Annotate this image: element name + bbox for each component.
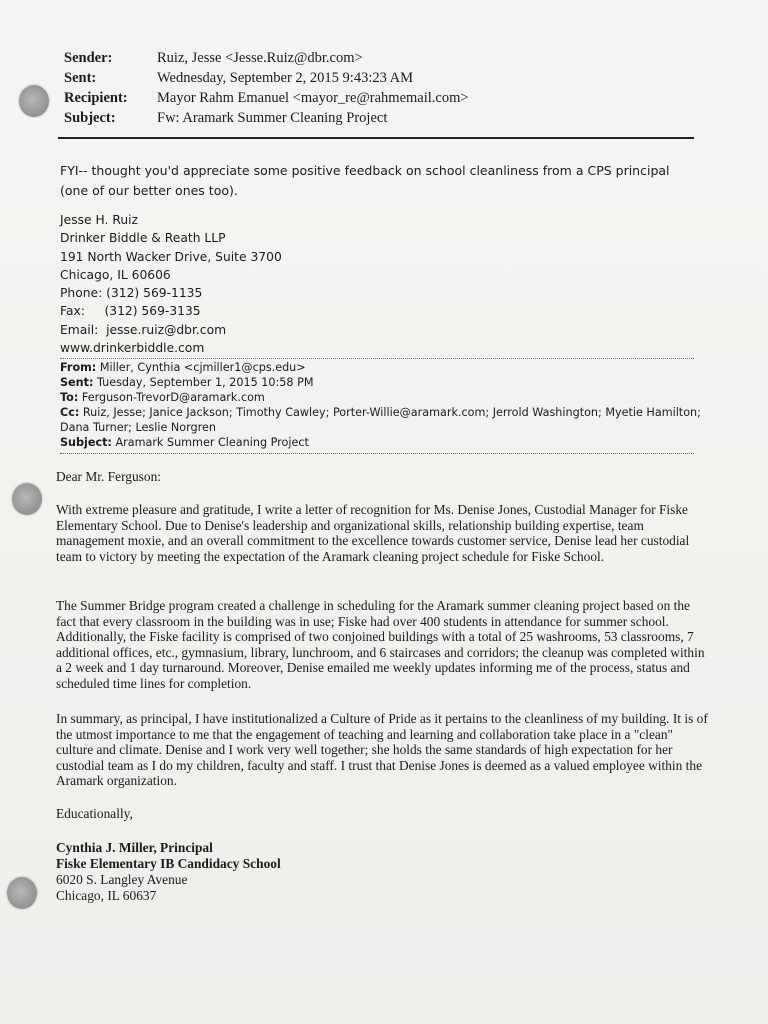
- school-address-line2: Chicago, IL 60637: [56, 888, 157, 903]
- paragraph-1-text: With extreme pleasure and gratitude, I write a letter of recognition for Ms. Denise Jones, Custodial Manager for Fiske Elementary School. Due to Denise's leadership and organizational skills, relationship building expertise, team management moxie, and an overall commitment to the excellence towards customer service, Denise lead her custodial team to victory by meeting the expectation of the Aramark cleaning project schedule for Fiske School.: [56, 502, 690, 564]
- sender-label: Sender:: [64, 50, 113, 66]
- sender-signature: [60, 211, 282, 357]
- sender-value: Ruiz, Jesse <Jesse.Ruiz@dbr.com>: [157, 50, 363, 66]
- forwarded-header: [60, 361, 710, 450]
- signature-fax: Fax: (312) 569-3135: [60, 304, 201, 319]
- signature-address-line2: Chicago, IL 60606: [60, 267, 171, 282]
- fwd-from-label: From:: [60, 361, 97, 374]
- paragraph-3-text: In summary, as principal, I have institutionalized a Culture of Pride as it pertains to the cleanliness of my building. It is of the utmost importance to me that the engagement of teaching and learning and collaboration take place in a "clean" culture and climate. Denise and I work very well together; she holds the same standards of high expectation for her custodial team as I do my children, faculty and staff. I trust that Denise Jones is deemed as a valued employee within the Aramark organization.: [56, 711, 708, 789]
- signature-name: Jesse H. Ruiz: [60, 213, 138, 227]
- signature-address-line1: 191 North Wacker Drive, Suite 3700: [60, 249, 282, 264]
- subject-label: Subject:: [64, 110, 116, 126]
- principal-name: Cynthia J. Miller, Principal: [56, 840, 213, 855]
- principal-school: Fiske Elementary IB Candidacy School: [56, 856, 281, 871]
- signature-email: Email: jesse.ruiz@dbr.com: [60, 322, 227, 337]
- email-header: [64, 50, 704, 130]
- principal-signature: [56, 840, 281, 904]
- recipient-value: Mayor Rahm Emanuel <mayor_re@rahmemail.com>: [157, 90, 469, 106]
- punch-hole-middle: [12, 483, 42, 515]
- fyi-message: FYI-- thought you'd appreciate some positive feedback on school cleanliness from a CPS principal (one of our better ones too).: [60, 163, 670, 198]
- signature-phone: Phone: (312) 569-1135: [60, 286, 203, 301]
- letter-paragraph-2: [56, 598, 712, 692]
- punch-hole-top: [19, 85, 49, 117]
- fwd-to-label: To:: [60, 390, 79, 404]
- letter-closing: [56, 806, 133, 822]
- fwd-from-value: Miller, Cynthia <cjmiller1@cps.edu>: [99, 361, 306, 374]
- fwd-subject-label: Subject:: [60, 435, 112, 449]
- signature-firm: Drinker Biddle & Reath LLP: [60, 231, 226, 246]
- letter-paragraph-1: [56, 502, 712, 564]
- fwd-sent-value: Tuesday, September 1, 2015 10:58 PM: [97, 375, 314, 389]
- forward-divider-top: [60, 358, 694, 359]
- signature-website: www.drinkerbiddle.com: [60, 341, 205, 356]
- header-divider: [58, 137, 694, 139]
- fwd-sent-label: Sent:: [60, 375, 94, 389]
- subject-value: Fw: Aramark Summer Cleaning Project: [157, 110, 388, 126]
- sent-label: Sent:: [64, 70, 97, 86]
- salutation-text: Dear Mr. Ferguson:: [56, 469, 162, 484]
- sent-value: Wednesday, September 2, 2015 9:43:23 AM: [157, 70, 414, 86]
- school-address-line1: 6020 S. Langley Avenue: [56, 872, 188, 887]
- closing-text: Educationally,: [56, 806, 133, 821]
- forward-divider-bottom: [60, 453, 694, 454]
- fwd-cc-label: Cc:: [60, 405, 80, 419]
- letter-paragraph-3: [56, 711, 712, 789]
- punch-hole-bottom: [7, 877, 37, 909]
- paragraph-2-text: The Summer Bridge program created a challenge in scheduling for the Aramark summer cleaning project based on the fact that every classroom in the building was in use; Fiske had over 400 students in attendance for summer school. Additionally, the Fiske facility is comprised of two conjoined buildings with a total of 25 washrooms, 53 classrooms, 7 additional offices, etc., gymnasium, library, lunchroom, and 6 staircases and corridors; the cleanup was completed within a 2 week and 1 day turnaround. Moreover, Denise emailed me weekly updates informing me of the process, status and scheduled time lines for completion.: [56, 598, 705, 691]
- fwd-subject-value: Aramark Summer Cleaning Project: [115, 435, 309, 449]
- fwd-to-value: Ferguson-TrevorD@aramark.com: [81, 390, 265, 404]
- letter-salutation: [56, 469, 712, 485]
- recipient-label: Recipient:: [64, 90, 128, 106]
- fwd-cc-value: Ruiz, Jesse; Janice Jackson; Timothy Cawley; Porter-Willie@aramark.com; Jerrold Washington; Myetie Hamilton; Dana Turner; Leslie Norgren: [60, 405, 701, 434]
